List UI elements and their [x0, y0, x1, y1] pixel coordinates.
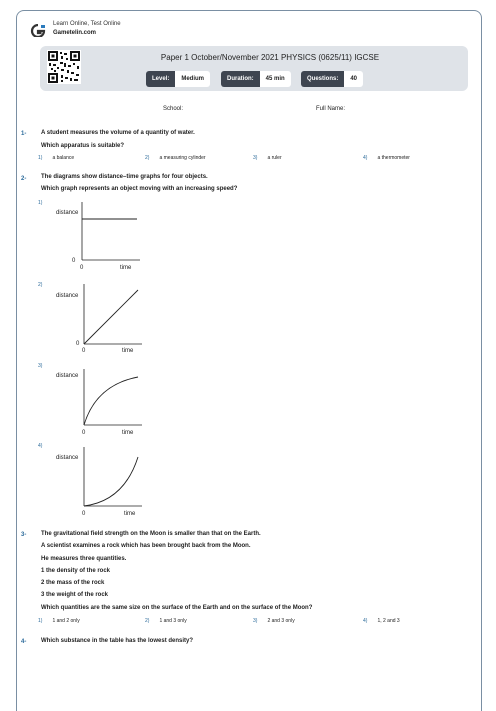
qr-code-icon: [47, 50, 81, 84]
graph-2-zero-y: 0: [76, 341, 80, 347]
question-1-prompt: Which apparatus is suitable?: [41, 143, 125, 149]
graph-3-number[interactable]: 3): [38, 363, 43, 369]
question-3-number: 3-: [21, 532, 27, 538]
duration-badge: [221, 71, 291, 87]
graph-4-ylabel: distance: [56, 455, 79, 461]
question-3-option[interactable]: 3) 2 and 3 only: [253, 618, 295, 624]
level-label: Level:: [146, 71, 175, 87]
question-3-line: Which quantities are the same size on the surface of the Earth and on the surface of the Moon?: [41, 605, 313, 611]
question-1-text: A student measures the volume of a quantity of water.: [41, 130, 195, 136]
question-3-line: 2 the mass of the rock: [41, 580, 105, 586]
question-1-option[interactable]: 2) a measuring cylinder: [145, 155, 206, 161]
graph-3-zero-x: 0: [82, 430, 86, 436]
graph-3-ylabel: distance: [56, 373, 79, 379]
questions-value: 40: [344, 71, 363, 87]
graph-2-number[interactable]: 2): [38, 282, 43, 288]
questions-label: Questions:: [301, 71, 344, 87]
graph-2-xlabel: time: [122, 348, 134, 354]
graph-3-curve: [84, 377, 138, 425]
question-2-prompt: Which graph represents an object moving with an increasing speed?: [41, 186, 238, 192]
questions-badge: [301, 71, 363, 87]
graph-1-zero-y: 0: [72, 258, 76, 264]
question-3-option[interactable]: 2) 1 and 3 only: [145, 618, 187, 624]
question-2-number: 2-: [21, 176, 27, 182]
graph-2-line: [84, 290, 138, 344]
graph-1-xlabel: time: [120, 265, 132, 271]
graph-4-number[interactable]: 4): [38, 443, 43, 449]
graph-4-xlabel: time: [124, 511, 136, 517]
brand-tagline: Learn Online, Test Online: [53, 21, 121, 27]
graph-3: [50, 363, 150, 439]
gametelin-logo-icon: [30, 24, 46, 37]
school-field[interactable]: School:: [163, 106, 184, 112]
brand-site[interactable]: Gametelin.com: [53, 30, 97, 36]
question-1-option[interactable]: 4) a thermometer: [363, 155, 410, 161]
question-3-line: He measures three quantities.: [41, 556, 127, 562]
question-3-line: A scientist examines a rock which has been brought back from the Moon.: [41, 543, 251, 549]
question-3-line: 3 the weight of the rock: [41, 592, 109, 598]
graph-2: [50, 282, 150, 358]
graph-2-zero-x: 0: [82, 348, 86, 354]
question-2-text: The diagrams show distance–time graphs for four objects.: [41, 174, 208, 180]
full-name-field[interactable]: Full Name:: [316, 106, 346, 112]
graph-1: [50, 200, 150, 276]
question-4-text: Which substance in the table has the lowest density?: [41, 638, 194, 644]
question-3-line: 1 the density of the rock: [41, 568, 111, 574]
duration-label: Duration:: [221, 71, 260, 87]
graph-1-zero-x: 0: [80, 265, 84, 271]
question-1-option[interactable]: 1) a balance: [38, 155, 75, 161]
graph-1-ylabel: distance: [56, 210, 79, 216]
paper-title: Paper 1 October/November 2021 PHYSICS (0625/11) IGCSE: [160, 53, 380, 62]
question-1-option[interactable]: 3) a ruler: [253, 155, 282, 161]
graph-4-curve: [84, 457, 138, 506]
level-value: Medium: [175, 71, 210, 87]
question-3-option[interactable]: 4) 1, 2 and 3: [363, 618, 400, 624]
question-4-number: 4-: [21, 639, 27, 645]
graph-2-ylabel: distance: [56, 293, 79, 299]
question-1-number: 1-: [21, 131, 27, 137]
question-3-line: The gravitational field strength on the Moon is smaller than that on the Earth.: [41, 531, 261, 537]
graph-3-xlabel: time: [122, 430, 134, 436]
graph-4-zero-x: 0: [82, 511, 86, 517]
graph-1-number[interactable]: 1): [38, 200, 43, 206]
graph-4: [50, 443, 150, 519]
question-3-option[interactable]: 1) 1 and 2 only: [38, 618, 80, 624]
level-badge: [146, 71, 210, 87]
duration-value: 45 min: [260, 71, 291, 87]
